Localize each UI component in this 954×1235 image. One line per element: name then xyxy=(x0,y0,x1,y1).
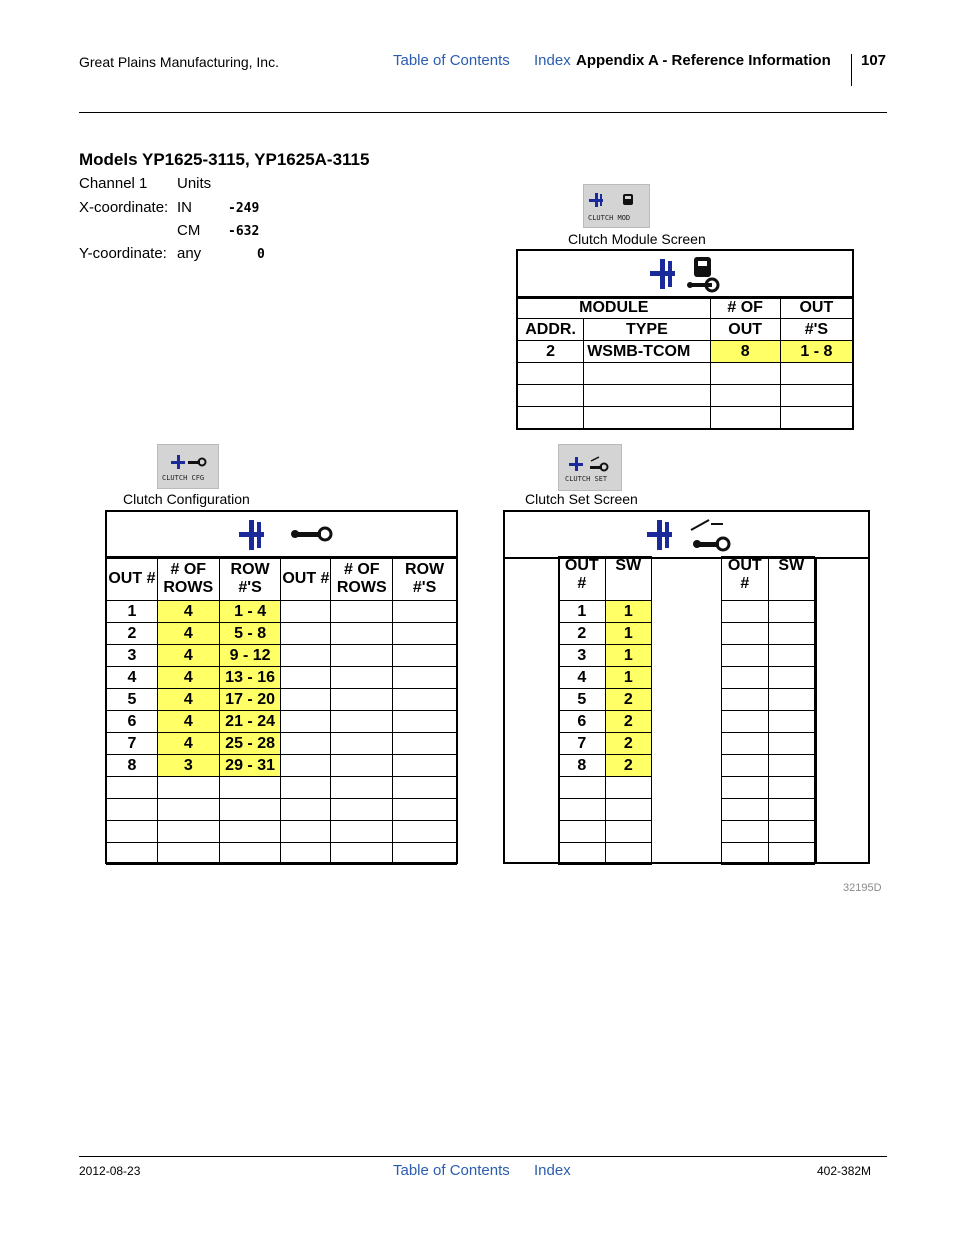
table-row xyxy=(107,733,457,755)
table-row xyxy=(107,623,457,645)
config-num-rows-cell: 4 xyxy=(157,733,219,755)
config-num-rows-cell: 4 xyxy=(157,645,219,667)
footer-rule xyxy=(79,1156,887,1157)
clutch-set-table-left xyxy=(558,556,652,865)
clutch-set-icon xyxy=(559,445,621,490)
config-rows-cell: 5 - 8 xyxy=(219,623,281,645)
set-out-cell: 8 xyxy=(559,755,606,777)
set-sw-cell: 2 xyxy=(605,733,651,755)
table-row xyxy=(559,799,652,821)
table-row xyxy=(559,711,652,733)
clutch-module-caption: Clutch Module Screen xyxy=(568,231,706,247)
table-row xyxy=(107,821,457,843)
clutch-set-table-right xyxy=(721,556,815,865)
config-out-cell: 6 xyxy=(107,711,158,733)
table-row xyxy=(722,821,815,843)
module-screen-header xyxy=(518,251,852,299)
module-type: WSMB-TCOM xyxy=(584,341,710,363)
figure-id: 32195D xyxy=(843,882,882,894)
table-row xyxy=(559,667,652,689)
set-sw-cell: 1 xyxy=(605,667,651,689)
clutch-set-icon-label: CLUTCH SET xyxy=(565,475,608,483)
config-num-rows-cell: 4 xyxy=(157,601,219,623)
y-coordinate-label: Y-coordinate: xyxy=(79,245,167,262)
config-num-rows-cell: 4 xyxy=(157,689,219,711)
config-num-rows-cell: 4 xyxy=(157,711,219,733)
table-row xyxy=(107,843,457,865)
set-sw-cell: 1 xyxy=(605,645,651,667)
set-out-cell: 6 xyxy=(559,711,606,733)
table-row xyxy=(722,623,815,645)
clutch-wrench-icon xyxy=(648,253,728,297)
table-row xyxy=(722,601,815,623)
table-row xyxy=(722,667,815,689)
y-value: 0 xyxy=(257,247,265,262)
table-row xyxy=(722,843,815,865)
clutch-config-button[interactable] xyxy=(157,444,219,489)
table-row xyxy=(559,733,652,755)
set-out-cell: 2 xyxy=(559,623,606,645)
footer-date: 2012-08-23 xyxy=(79,1164,141,1178)
clutch-module-icon-label: CLUTCH MOD xyxy=(588,214,631,222)
clutch-set-caption: Clutch Set Screen xyxy=(525,491,638,507)
footer-index-link[interactable]: Index xyxy=(534,1162,571,1179)
config-out-cell: 2 xyxy=(107,623,158,645)
set-out-cell: 1 xyxy=(559,601,606,623)
set-screen-header xyxy=(505,512,868,559)
y-unit: any xyxy=(177,245,202,262)
header-divider xyxy=(851,54,852,86)
set-sw-header-2: SW xyxy=(768,557,814,601)
footer-toc-link[interactable]: Table of Contents xyxy=(393,1162,510,1179)
config-out-cell: 1 xyxy=(107,601,158,623)
config-rows-cell: 21 - 24 xyxy=(219,711,281,733)
table-row xyxy=(107,601,457,623)
config-rows-cell: 17 - 20 xyxy=(219,689,281,711)
set-out-cell: 5 xyxy=(559,689,606,711)
config-rows-cell: 25 - 28 xyxy=(219,733,281,755)
table-row xyxy=(559,623,652,645)
clutch-config-icon xyxy=(158,445,218,488)
out-header: OUT xyxy=(780,297,852,319)
clutch-module-button[interactable] xyxy=(583,184,650,228)
table-row xyxy=(559,689,652,711)
out-num-header-2: OUT # xyxy=(281,557,331,601)
table-row xyxy=(559,601,652,623)
config-screen-header xyxy=(107,512,456,559)
table-row xyxy=(107,711,457,733)
config-rows-cell: 13 - 16 xyxy=(219,667,281,689)
config-num-rows-cell: 4 xyxy=(157,623,219,645)
table-row xyxy=(559,755,652,777)
x-cm-unit: CM xyxy=(177,222,201,239)
set-out-header-2: OUT # xyxy=(722,557,769,601)
module-header: MODULE xyxy=(518,297,711,319)
footer-doc-number: 402-382M xyxy=(817,1164,872,1178)
table-row xyxy=(722,799,815,821)
set-out-cell: 4 xyxy=(559,667,606,689)
config-out-cell: 4 xyxy=(107,667,158,689)
set-sw-header: SW xyxy=(605,557,651,601)
out-count-header: OUT xyxy=(710,319,780,341)
module-table xyxy=(517,296,853,429)
table-row xyxy=(722,689,815,711)
row-nums-header: ROW #'S xyxy=(219,557,281,601)
type-header: TYPE xyxy=(584,319,710,341)
config-out-cell: 3 xyxy=(107,645,158,667)
page-number: 107 xyxy=(861,52,887,69)
table-row xyxy=(559,821,652,843)
toc-link[interactable]: Table of Contents xyxy=(393,52,510,69)
table-row xyxy=(107,799,457,821)
table-row xyxy=(722,755,815,777)
addr-header: ADDR. xyxy=(518,319,584,341)
table-row xyxy=(722,711,815,733)
set-sw-cell: 2 xyxy=(605,755,651,777)
clutch-config-caption: Clutch Configuration xyxy=(123,491,250,507)
company-name: Great Plains Manufacturing, Inc. xyxy=(79,54,279,70)
x-coordinate-label: X-coordinate: xyxy=(79,199,169,216)
set-out-cell: 7 xyxy=(559,733,606,755)
set-sw-cell: 1 xyxy=(605,623,651,645)
clutch-set-button[interactable] xyxy=(558,444,622,491)
num-rows-header: # OF ROWS xyxy=(157,557,219,601)
table-row xyxy=(559,777,652,799)
out-numbers-header: #'S xyxy=(780,319,852,341)
set-sw-cell: 1 xyxy=(605,601,651,623)
table-row xyxy=(722,733,815,755)
row-nums-header-2: ROW #'S xyxy=(393,557,457,601)
x-in-value: -249 xyxy=(228,201,260,216)
index-link[interactable]: Index xyxy=(534,52,571,69)
table-row xyxy=(559,843,652,865)
module-outs: 1 - 8 xyxy=(780,341,852,363)
clutch-wrench-icon xyxy=(237,516,337,556)
set-right-border xyxy=(815,557,817,862)
clutch-switch-icon xyxy=(645,516,745,556)
config-out-cell: 5 xyxy=(107,689,158,711)
clutch-config-icon-label: CLUTCH CFG xyxy=(162,474,205,482)
table-row xyxy=(722,777,815,799)
config-rows-cell: 1 - 4 xyxy=(219,601,281,623)
set-out-header: OUT # xyxy=(559,557,606,601)
num-rows-header-2: # OF ROWS xyxy=(331,557,393,601)
units-label: Units xyxy=(177,175,212,192)
table-row xyxy=(107,755,457,777)
config-rows-cell: 9 - 12 xyxy=(219,645,281,667)
table-row xyxy=(107,645,457,667)
config-out-cell: 7 xyxy=(107,733,158,755)
table-row xyxy=(559,645,652,667)
table-row xyxy=(518,341,853,363)
module-num-out: 8 xyxy=(710,341,780,363)
config-num-rows-cell: 3 xyxy=(157,755,219,777)
table-row xyxy=(722,645,815,667)
num-of-header: # OF xyxy=(710,297,780,319)
header-rule xyxy=(79,112,887,113)
x-cm-value: -632 xyxy=(228,224,260,239)
x-in-unit: IN xyxy=(177,199,192,216)
page-title: Models YP1625-3115, YP1625A-3115 xyxy=(79,150,370,169)
clutch-config-table xyxy=(106,556,457,865)
set-out-cell: 3 xyxy=(559,645,606,667)
config-rows-cell: 29 - 31 xyxy=(219,755,281,777)
clutch-module-icon xyxy=(584,185,649,227)
table-row xyxy=(107,689,457,711)
set-sw-cell: 2 xyxy=(605,711,651,733)
channel-label: Channel 1 xyxy=(79,175,148,192)
table-row xyxy=(107,667,457,689)
config-num-rows-cell: 4 xyxy=(157,667,219,689)
set-sw-cell: 2 xyxy=(605,689,651,711)
table-row xyxy=(107,777,457,799)
out-num-header: OUT # xyxy=(107,557,158,601)
section-title: Appendix A - Reference Information xyxy=(576,52,831,69)
module-addr: 2 xyxy=(518,341,584,363)
config-out-cell: 8 xyxy=(107,755,158,777)
